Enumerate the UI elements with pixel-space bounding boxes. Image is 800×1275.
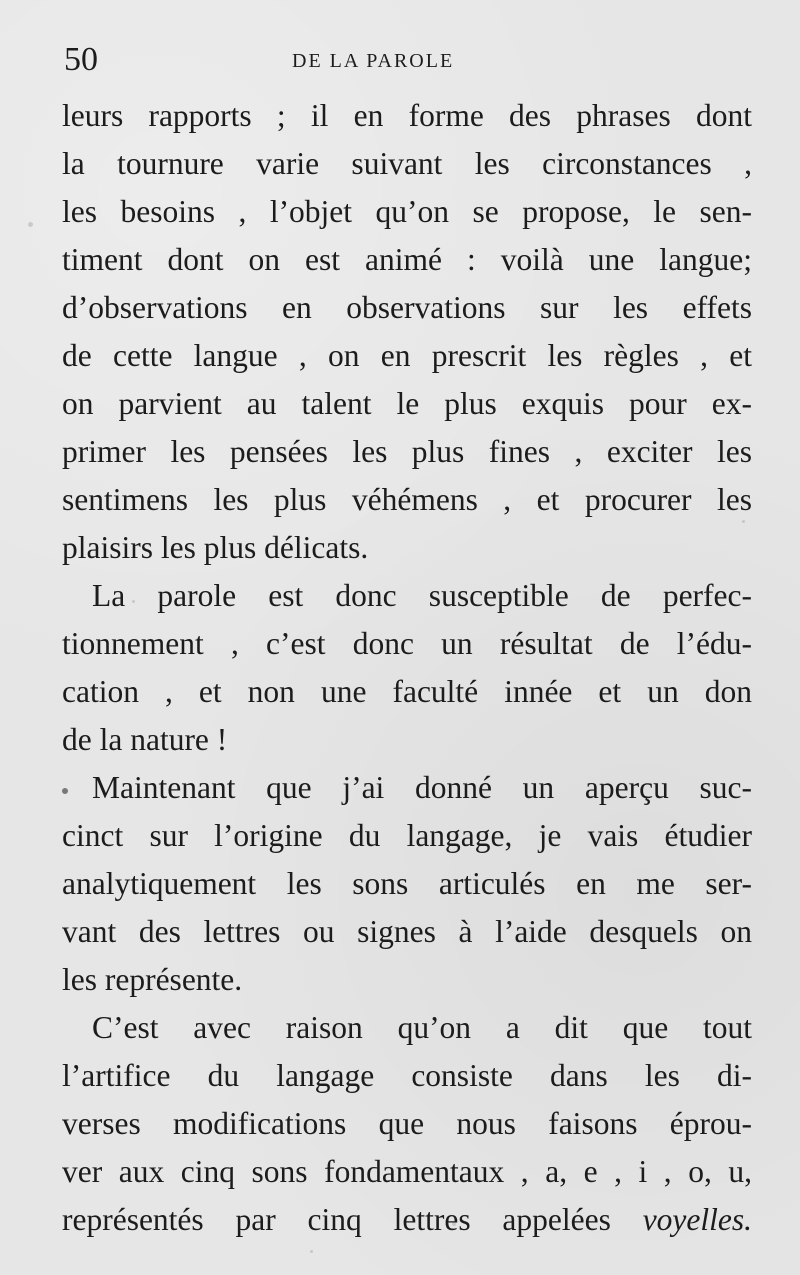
text-line: l’artifice du langage consiste dans les di- (62, 1058, 752, 1093)
text-line (62, 1196, 752, 1244)
text-line: d’observations en observations sur les effets (62, 290, 752, 325)
paper-speck (310, 1250, 313, 1253)
paragraph-3 (62, 764, 752, 1004)
paper-speck (28, 222, 33, 227)
text-line: cation , et non une faculté innée et un don (62, 674, 752, 709)
running-title: DE LA PAROLE (292, 50, 455, 72)
text-line: ver aux cinq sons fondamentaux , a, e , i , o, u, (62, 1154, 752, 1189)
text-line: analytiquement les sons articulés en me ser- (62, 866, 752, 901)
text-line: Maintenant que j’ai donné un aperçu suc- (92, 770, 752, 805)
text-line: les représente. (62, 962, 243, 997)
text-line: les besoins , l’objet qu’on se propose, le sen- (62, 194, 752, 229)
text-line: leurs rapports ; il en forme des phrases dont (62, 98, 752, 133)
text-line: C’est avec raison qu’on a dit que tout (92, 1010, 752, 1045)
text-line: cinct sur l’origine du langage, je vais étudier (62, 818, 752, 853)
text-line: la tournure varie suivant les circonstances , (62, 146, 752, 181)
paragraph-1 (62, 92, 752, 572)
text-line: tionnement , c’est donc un résultat de l’édu- (62, 626, 752, 661)
final-line-text: représentés par cinq lettres appelées (62, 1202, 611, 1237)
text-line: primer les pensées les plus fines , exciter les (62, 434, 752, 469)
text-line: vant des lettres ou signes à l’aide desquels on (62, 914, 752, 949)
body-text (62, 92, 752, 1244)
text-line: verses modifications que nous faisons éprou- (62, 1106, 752, 1141)
text-line: plaisirs les plus délicats. (62, 530, 369, 565)
running-head (64, 40, 754, 80)
page-number: 50 (64, 41, 98, 78)
paragraph-4 (62, 1004, 752, 1244)
paragraph-2 (62, 572, 752, 764)
italic-word: voyelles. (642, 1202, 753, 1237)
text-line: timent dont on est animé : voilà une langue; (62, 242, 752, 277)
text-line: de la nature ! (62, 722, 228, 757)
text-line: de cette langue , on en prescrit les règles , et (62, 338, 752, 373)
text-line: La parole est donc susceptible de perfec- (92, 578, 752, 613)
text-line: on parvient au talent le plus exquis pour ex- (62, 386, 752, 421)
text-line: sentimens les plus véhémens , et procurer les (62, 482, 752, 517)
